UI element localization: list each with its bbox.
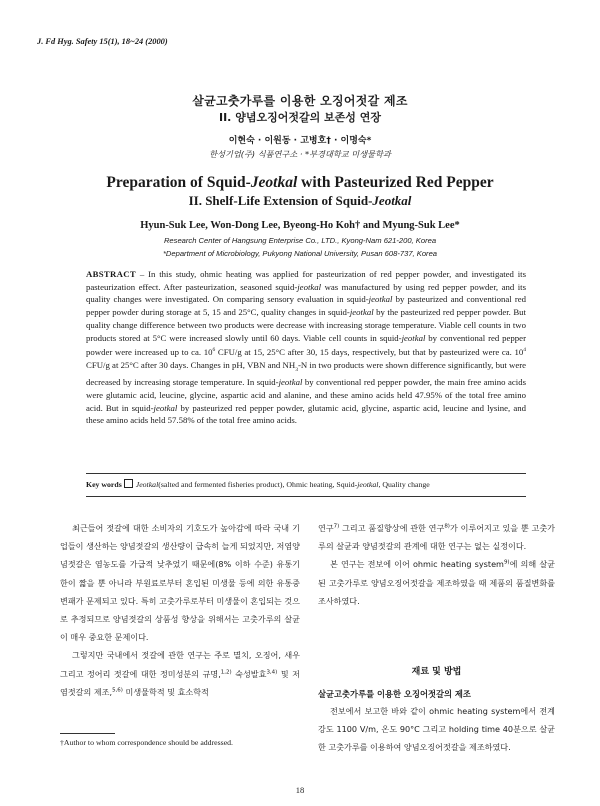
english-authors: Hyun-Suk Lee, Won-Dong Lee, Byeong-Ho Koh† and Myung-Suk Lee*: [140, 220, 460, 231]
paragraph: 전보에서 보고한 바와 같이 ohmic heating system에서 전계강도 1100 V/m, 온도 90°C 그리고 holding time 40분으로 살균한 고춧가루를 이용하여 양념오징어젓갈을 제조하였다.: [318, 706, 555, 753]
footnote: †Author to whom correspondence should be addressed.: [60, 738, 234, 747]
subsection-heading: 살균고춧가루를 이용한 오징어젓갈의 제조: [318, 689, 471, 699]
footnote-rule: [60, 733, 115, 734]
keywords-bottom-rule: [86, 496, 526, 497]
page-number: 18: [295, 785, 305, 795]
paragraph: 그렇지만 국내에서 젓갈에 관한 연구는 주로 멸치, 오징어, 새우 그리고 정어리 젓갈에 대한 정미성분의 규명,$^{1,2)}$ 숙성발효$^{3,4)}$ 및 저염젓갈의 제조,$^{5,6)}$ 미생물학적 및 효소학적: [60, 650, 300, 697]
body-left-column: [60, 519, 300, 701]
paragraph: 연구$^{7)}$ 그리고 품질향상에 관한 연구$^{8)}$가 이루어지고 있을 뿐 고춧가루의 살균과 양념젓갈의 관계에 대한 연구는 없는 실정이다.: [318, 523, 555, 552]
section-heading: 재료 및 방법: [411, 667, 462, 677]
keywords: Key words Jeotkal(salted and fermented fisheries product), Ohmic heating, Squid-jeotkal, Quality change: [86, 480, 430, 489]
abstract: ABSTRACT – In this study, ohmic heating was applied for pasteurization of red pepper powder, and investigated its pasteurization effect. After pasteurization, seasoned squid-jeotkal was manufactured by using red pepper powder, and its quality changes were investigated. On comparing sensory evaluation in squid-jeotkal by pasteurized and conventional red pepper powder during storage at 5, 15 and 25°C, quality changes in squid-jeotkal by the pasteurized red pepper powder. But quality change difference between two products were decrease with increasing storage temperature. Viable cell counts in two products stored at 5°C were increased slowly until 60 days. Viable cell counts in squid-jeotkal by conventional red pepper powder were increased up to ca. $10^6$ CFU/g at 15, 25°C after 30, 15 days, respectively, but that by pasteurized were ca. $10^4$ CFU/g at 25°C after 30 days. Changes in pH, VBN and $NH_3-N$ in two products were shown difference significantly, but were decreased by increasing storage temperature. In squid-jeotkal by conventional red pepper powder, the main free amino acids were glutamic acid, leucine, glycine, aspartic acid and alanine, and these amino acids held 47.95% of the total free amino acid. But in squid-jeotkal by pasteurized red pepper powder, glutamic acid, glycine, aspartic acid, leucine and lysine, and these amino acids held 57.58% of the total free amino acids.: [86, 269, 527, 426]
english-affiliation-2: *Department of Microbiology, Pukyong National University, Pusan 608-737, Korea: [162, 249, 438, 258]
keywords-top-rule: [86, 473, 526, 474]
korean-subtitle: II. 양념오징어젓갈의 보존성 연장: [219, 111, 381, 124]
checkbox-icon: [124, 479, 133, 488]
english-affiliation-1: Research Center of Hangsung Enterprise Co., LTD., Kyong-Nam 621-200, Korea: [163, 236, 437, 245]
journal-citation: J. Fd Hyg. Safety 15(1), 18~24 (2000): [37, 37, 168, 46]
paragraph: 최근들어 젓갈에 대한 소비자의 기호도가 높아감에 따라 국내 기업들이 생산하는 양념젓갈의 생산량이 급속히 늘게 되었지만, 저염양념젓갈은 염농도를 가급적 낮추었기 때문에(8% 이하 수준) 유통기한이 짧을 뿐 아니라 부원료로부터 혼입된 미생물 등에 의한 유통중 변패가 문제되고 있다. 특히 고춧가루로부터 미생물이 혼입되는 것으로 추정되므로 양념젓갈의 상품성 향상을 위해서는 고춧가루의 살균이 매우 중요한 문제이다.: [60, 523, 300, 643]
korean-authors: 이현숙 · 이원동 · 고병호† · 이명숙*: [228, 136, 372, 146]
paragraph: 본 연구는 전보에 이어 ohmic heating system$^{9)}$에 의해 살균된 고춧가루로 양념오징어젓갈을 제조하였을 때 제품의 품질변화를 조사하였다.: [318, 559, 555, 606]
korean-affiliation: 한성기업(주) 식품연구소 · *부경대학교 미생물학과: [209, 149, 391, 159]
keywords-label: Key words: [86, 480, 122, 489]
korean-title: 살균고춧가루를 이용한 오징어젓갈 제조: [192, 94, 408, 108]
abstract-label: ABSTRACT: [86, 269, 137, 279]
body-right-column-lower: [318, 702, 555, 757]
english-title: Preparation of Squid-Jeotkal with Pasteurized Red Pepper: [106, 174, 494, 191]
body-right-column: [318, 519, 555, 610]
english-subtitle: II. Shelf-Life Extension of Squid-Jeotkal: [188, 193, 412, 208]
